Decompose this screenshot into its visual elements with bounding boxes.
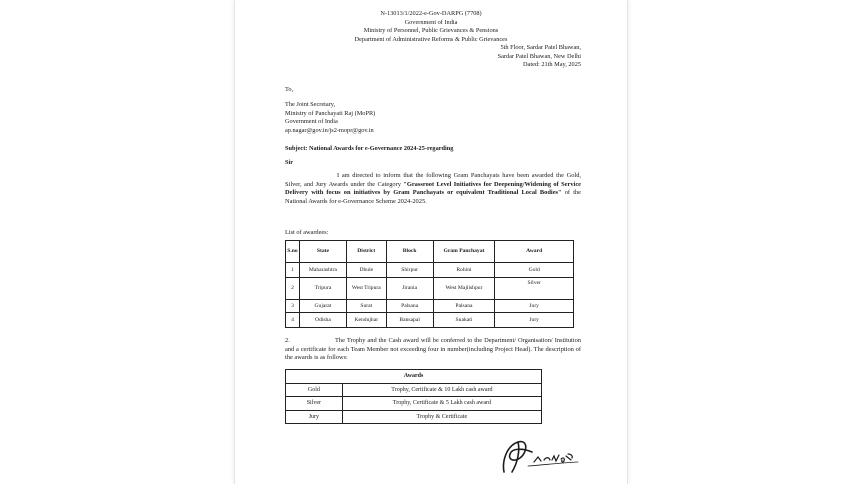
award-description: Trophy, Certificate & 10 Lakh cash award — [342, 383, 541, 397]
table-row — [286, 383, 542, 397]
handwritten-signature — [498, 432, 583, 477]
letter-page — [235, 0, 627, 484]
cell-block: Bansapal — [386, 313, 433, 328]
table-row — [286, 313, 574, 328]
paragraph-2-text: The Trophy and the Cash award will be conferred to the Department/ Organisation/ Institution and a certificate for each Team Member not exceeding four in number(including Project Head). The description of the awards is as follows: — [285, 337, 581, 362]
recipient-line-3: Government of India — [285, 118, 338, 125]
paragraph-2-number: 2. — [285, 337, 290, 344]
cell-sno: 1 — [286, 263, 300, 278]
award-type: Gold — [286, 383, 343, 397]
cell-award: Jury — [495, 313, 574, 328]
list-label: List of awardees: — [285, 229, 329, 236]
cell-state: Gujarat — [299, 300, 346, 313]
cell-state: Tripura — [299, 278, 346, 300]
header-state: State — [299, 241, 346, 263]
address-line-2: Sardar Patel Bhawan, New Delhi — [497, 52, 581, 60]
ministry-line: Ministry of Personnel, Public Grievances & Pensions — [363, 27, 499, 34]
awards-header-row — [286, 370, 542, 384]
cell-district: Surat — [346, 300, 386, 313]
cell-block: Palsana — [386, 300, 433, 313]
cell-block: Jirania — [386, 278, 433, 300]
award-type: Silver — [286, 397, 343, 411]
subject-line: Subject: National Awards for e-Governance 2024-25-regarding — [285, 145, 454, 152]
award-description: Trophy, Certificate & 5 Lakh cash award — [342, 397, 541, 411]
header-gram-panchayat: Gram Panchayat — [433, 241, 495, 263]
recipient-email: ap.nagar@gov.in/js2-mopr@gov.in — [285, 126, 374, 134]
cell-sno: 2 — [286, 278, 300, 300]
table-row — [286, 278, 574, 300]
salutation: Sir — [285, 159, 294, 166]
award-description: Trophy & Certificate — [342, 410, 541, 424]
cell-state: Maharashtra — [299, 263, 346, 278]
cell-award: Jury — [495, 300, 574, 313]
cell-block: Shirpur — [386, 263, 433, 278]
awardees-table — [285, 240, 574, 328]
letter-date: Dated: 21th May, 2025 — [522, 61, 581, 68]
header-award: Award — [495, 241, 574, 263]
cell-award: Silver — [495, 278, 574, 300]
paragraph-1-intro: I am directed to inform that the following Gram Panchayats have been awarded the Gold, Silver, and Jury Awards under the Category — [285, 172, 581, 188]
cell-gram-panchayat: Palsana — [433, 300, 495, 313]
paragraph-1 — [285, 172, 581, 206]
cell-sno: 3 — [286, 300, 300, 313]
paragraph-1-tail: of the National Awards for e-Governance Scheme 2024-2025. — [285, 189, 581, 205]
table-row — [286, 263, 574, 278]
award-category: "Grassroot Level Initiatives for Deepening/Widening of Service Delivery with focus on initiatives by Gram Panchayats or equivalent Traditional Local Bodies" — [285, 180, 581, 197]
table-row — [286, 410, 542, 424]
cell-district: West Tripura — [346, 278, 386, 300]
awardees-header-row — [286, 241, 574, 263]
cell-gram-panchayat: Suakati — [433, 313, 495, 328]
cell-sno: 4 — [286, 313, 300, 328]
award-type: Jury — [286, 410, 343, 424]
header-sno: S.no — [286, 241, 300, 263]
cell-district: Dhule — [346, 263, 386, 278]
cell-state: Odisha — [299, 313, 346, 328]
recipient-line-2: Ministry of Panchayati Raj (MoPR) — [285, 109, 376, 117]
paragraph-2 — [285, 337, 581, 363]
government-line: Government of India — [404, 18, 458, 26]
table-row — [286, 300, 574, 313]
address-line-1: 5th Floor, Sardar Patel Bhawan, — [500, 44, 581, 51]
cell-gram-panchayat: West Majlishpur — [433, 278, 495, 300]
table-row — [286, 397, 542, 411]
to-label: To, — [285, 86, 294, 93]
header-district: District — [346, 241, 386, 263]
cell-district: Kendujhar — [346, 313, 386, 328]
recipient-line-1: The Joint Secretary, — [285, 101, 336, 108]
awards-description-table — [285, 369, 542, 424]
department-line: Department of Administrative Reforms & Public Grievances — [354, 35, 508, 43]
reference-number: N-13013/1/2022-e-Gov-DARPG (7708) — [380, 10, 482, 17]
awards-header: Awards — [286, 370, 542, 384]
header-block: Block — [386, 241, 433, 263]
cell-gram-panchayat: Rohini — [433, 263, 495, 278]
cell-award: Gold — [495, 263, 574, 278]
